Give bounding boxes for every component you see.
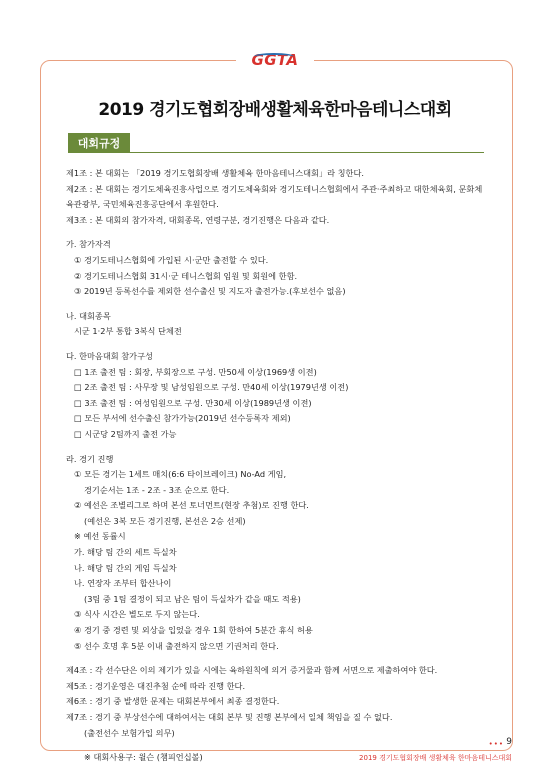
line-gap [66, 654, 496, 663]
section-tab: 대회규정 [68, 133, 130, 153]
rule-line: ⑤ 선수 호명 후 5분 이내 출전하지 않으면 기권처리 한다. [74, 640, 279, 651]
line-gap [66, 741, 496, 750]
rule-line: 제6조 : 경기 중 발생한 문제는 대회본부에서 최종 결정한다. [66, 696, 280, 707]
rule-line: □ 시군당 2팀까지 출전 가능 [74, 428, 177, 439]
rule-line: ※ 예선 동률시 [74, 531, 126, 542]
rule-line: (3팀 중 1팀 결정이 되고 남은 팀이 득실차가 같을 때도 적용) [84, 593, 301, 604]
rule-line: □ 1조 출전 팀 : 회장, 부회장으로 구성. 만50세 이상(1969생 이전) [74, 366, 317, 377]
rule-line: 가. 참가자격 [66, 239, 111, 250]
footer-text: 2019 경기도협회장배 생활체육 한마음테니스대회 [359, 754, 512, 762]
rule-line: 제7조 : 경기 중 부상선수에 대하여서는 대회 본부 및 진행 본부에서 일체 책임을 질 수 없다. [66, 712, 393, 722]
rule-line: 나. 해당 팀 간의 게임 득실차 [74, 562, 177, 573]
rule-line: ② 경기도테니스협회 31시·군 테니스협회 임원 및 회원에 한함. [74, 270, 298, 281]
logo-text: GGTA [251, 51, 299, 69]
section-divider [68, 152, 484, 153]
rule-line: ※ 대회사용구: 윌슨 (챔피언십볼) [84, 752, 203, 763]
ggta-logo [236, 49, 314, 71]
rule-line: 나. 연장자 조부터 합산나이 [74, 578, 172, 589]
rule-line: 제1조 : 본 대회는 「2019 경기도협회장배 생활체육 한마음테니스대회」라 칭한다. [66, 168, 364, 178]
page-number: 9 [506, 737, 512, 747]
rule-line: 제4조 : 각 선수단은 이의 제기가 있을 시에는 육하원칙에 의거 증거물과 함께 서면으로 제출하여야 한다. [66, 665, 438, 676]
rule-line: (출전선수 보험가입 의무) [84, 727, 175, 738]
rule-line: ③ 식사 시간은 별도로 두지 않는다. [74, 609, 200, 620]
rule-line: ② 예선은 조별리그로 하며 본선 토너먼트(현장 추첨)로 진행 한다. [74, 500, 309, 511]
rule-line: ① 모든 경기는 1세트 매치(6:6 타이브레이크) No-Ad 게임, [74, 469, 287, 480]
line-gap [66, 300, 496, 309]
rule-line: (예선은 3복 모든 경기진행, 본선은 2승 선제) [84, 515, 246, 526]
rules-content [66, 166, 496, 766]
rule-line: 육관광부, 국민체육진흥공단에서 후원한다. [66, 199, 219, 210]
rule-line: ① 경기도테니스협회에 가입된 시·군만 출전할 수 있다. [74, 254, 269, 265]
line-gap [66, 340, 496, 349]
rule-line: 제2조 : 본 대회는 경기도체육진흥사업으로 경기도체육회와 경기도테니스협회에서 주관·주최하고 대한체육회, 문화체 [66, 183, 483, 194]
rule-line: 제5조 : 경기운영은 대진추첨 순에 따라 진행 한다. [66, 680, 246, 691]
page-title: 2019 경기도협회장배생활체육한마음테니스대회 [98, 100, 452, 120]
rule-line: ④ 경기 중 경련 및 외상을 입었을 경우 1회 한하여 5분간 휴식 허용 [74, 625, 313, 636]
rule-line: ③ 2019년 등록선수를 제외한 선수출신 및 지도자 출전가능.(후보선수 없음) [74, 286, 346, 297]
line-gap [66, 228, 496, 237]
footer-dots: ••• [488, 740, 504, 748]
rule-line: 시군 1·2부 통합 3복식 단체전 [74, 326, 182, 337]
rule-line: □ 2조 출전 팀 : 사무장 및 남성임원으로 구성. 만40세 이상(1979년생 이전) [74, 382, 349, 393]
logo-swoosh-icon [254, 53, 294, 60]
rule-line: 제3조 : 본 대회의 참가자격, 대회종목, 연령구분, 경기진행은 다음과 같다. [66, 214, 330, 225]
rule-line: □ 모든 부서에 선수출신 참가가능(2019년 선수등록자 제외) [74, 413, 291, 424]
rule-line: 다. 한마음대회 참가구성 [66, 350, 153, 361]
rule-line: 라. 경기 진행 [66, 453, 114, 464]
line-gap [66, 443, 496, 452]
rule-line: 가. 해당 팀 간의 세트 득실차 [74, 547, 177, 558]
rule-line: □ 3조 출전 팀 : 여성임원으로 구성. 만30세 이상(1989년생 이전) [74, 397, 312, 408]
rule-line: 경기순서는 1조 - 2조 - 3조 순으로 한다. [84, 484, 230, 495]
rule-line: 나. 대회종목 [66, 310, 111, 321]
